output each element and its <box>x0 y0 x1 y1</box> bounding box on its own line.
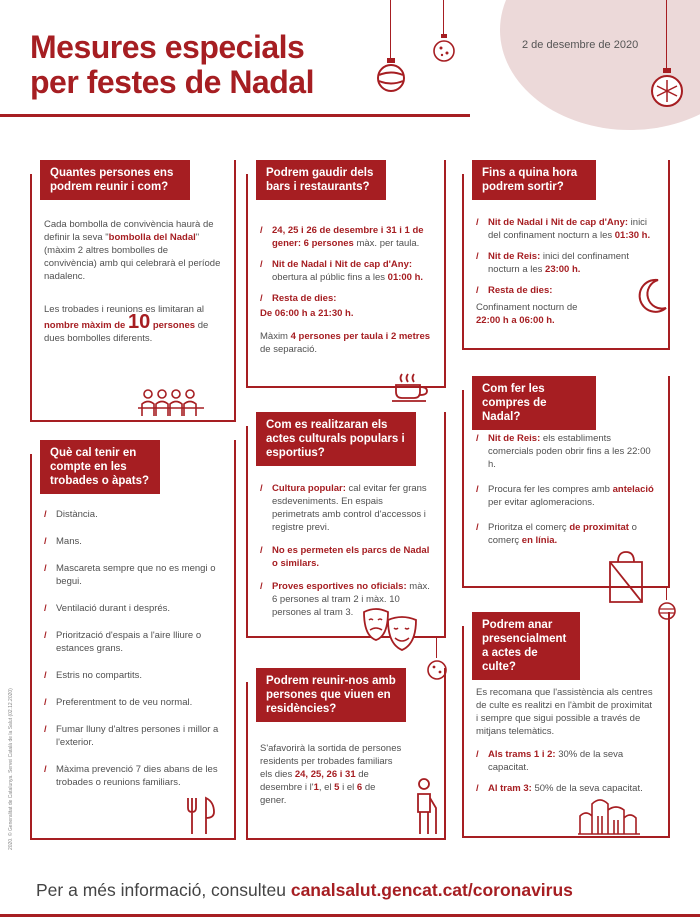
people-icon <box>138 386 206 418</box>
card-body <box>44 508 222 797</box>
elderly-person-icon <box>410 778 442 836</box>
card-title: Què cal tenir en compte en les trobades o àpats? <box>40 440 160 494</box>
card-body: S'afavorirà la sortida de persones residents per trobades familiars els dies 24, 25, 26 i 31 de desembre i l'1, el 5 i el 6 de gener. <box>260 743 402 806</box>
footer <box>36 880 573 901</box>
list-item: / Mascareta sempre que no es mengi o begui. <box>44 562 222 588</box>
date: 2 de desembre de 2020 <box>522 39 639 51</box>
card-culte <box>462 612 670 838</box>
card-title: Podrem reunir-nos amb persones que viuen en residències? <box>256 668 406 722</box>
card-title: Com fer les compres de Nadal? <box>472 376 596 430</box>
card-title: Fins a quina hora podrem sortir? <box>472 160 596 200</box>
copyright-note: 2020. © Generalitat de Catalunya. Servei Català de la Salut (02.12.2020) <box>8 688 14 850</box>
coffee-cup-icon <box>390 372 432 404</box>
card-title: Com es realitzaran els actes culturals populars i esportius? <box>256 412 416 466</box>
card-body: / 24, 25 i 26 de desembre i 31 i 1 de gener: 6 persones màx. per taula. / Nit de Nadal i Nit de cap d'Any: obertura al públic fins a les 01:00 h. / Resta de dies: De 06:00 h a 21:30 h. Màxim 4 persones per taula i 2 metres de separació. <box>260 224 432 366</box>
list-item: / Màxima prevenció 7 dies abans de les trobades o reunions familiars. <box>44 763 222 789</box>
card-hora <box>462 160 670 350</box>
card-reunions <box>30 160 236 422</box>
footer-link[interactable]: canalsalut.gencat.cat/coronavirus <box>290 880 573 900</box>
card-residencies <box>246 668 446 840</box>
card-body: Es recomana que l'assistència als centres de culte es realitzi en l'àmbit de proximitat i sempre que sigui possible a través de mitjans telemàtics. / Als trams 1 i 2: 30% de la seva capacitat. / Al tram 3: 50% de la seva capacitat. <box>476 686 656 803</box>
list-item: / Priorització d'espais a l'aire lliure o estances grans. <box>44 629 222 655</box>
bottom-rule <box>0 914 700 917</box>
card-title: Quantes persones ens podrem reunir i com? <box>40 160 190 200</box>
card-title: Podrem gaudir dels bars i restaurants? <box>256 160 386 200</box>
list-item: / Mans. <box>44 535 222 548</box>
card-title: Podrem anar presencialment a actes de culte? <box>472 612 580 680</box>
card-bars <box>246 160 446 388</box>
page-title <box>30 30 390 100</box>
list-item: / Estris no compartits. <box>44 669 222 682</box>
church-icon <box>578 792 642 836</box>
list-item: / Distància. <box>44 508 222 521</box>
shopping-bag-icon <box>606 550 646 604</box>
list-item: / Fumar lluny d'altres persones i millor a l'exterior. <box>44 723 222 749</box>
title-line-2: per festes de Nadal <box>30 64 314 100</box>
list-item: / Preferentment to de veu normal. <box>44 696 222 709</box>
card-body: / Nit de Nadal i Nit de cap d'Any: inici del confinament nocturn a les 01:30 h. / Nit de Reis: inici del confinament nocturn a les 23:00 h. / Resta de dies: Confinament nocturn de 22:00 h a 06:00 h. <box>476 216 656 337</box>
card-culturals <box>246 412 446 638</box>
cutlery-icon <box>184 796 218 836</box>
card-body: / Cultura popular: cal evitar fer grans esdeveniments. En espais perimetrats amb control d'accessos i registre previ. / No es permeten els parcs de Nadal o similars. / Proves esportives no oficials: màx. 6 persones al tram 2 i màx. 10 persones al tram 3. <box>260 482 432 627</box>
moon-icon <box>634 276 670 316</box>
snowflake-ornament-icon <box>650 68 684 108</box>
header-decoration <box>500 0 700 130</box>
card-body: Cada bombolla de convivència haurà de definir la seva "bombolla del Nadal" (màxim 2 altres bombolles de convivència) amb qui celebrarà el període nadalenc. Les trobades i reunions es limitaran al nombre màxim de 10 persones de dues bombolles diferents. <box>44 219 221 344</box>
ornament-icon <box>432 34 456 64</box>
card-body: / Nit de Reis: els establiments comercials poden obrir fins a les 22:00 h. / Procura fer les compres amb antelació per evitar aglomeracions. / Prioritza el comerç de proximitat o comerç en línia. <box>476 432 656 555</box>
footer-label: Per a més informació, consulteu <box>36 880 291 900</box>
theater-masks-icon <box>362 606 420 654</box>
title-line-1: Mesures especials <box>30 29 305 65</box>
card-trobades <box>30 440 236 840</box>
title-rule <box>0 114 470 117</box>
list-item: / Ventilació durant i després. <box>44 602 222 615</box>
ornament-icon <box>376 58 406 92</box>
